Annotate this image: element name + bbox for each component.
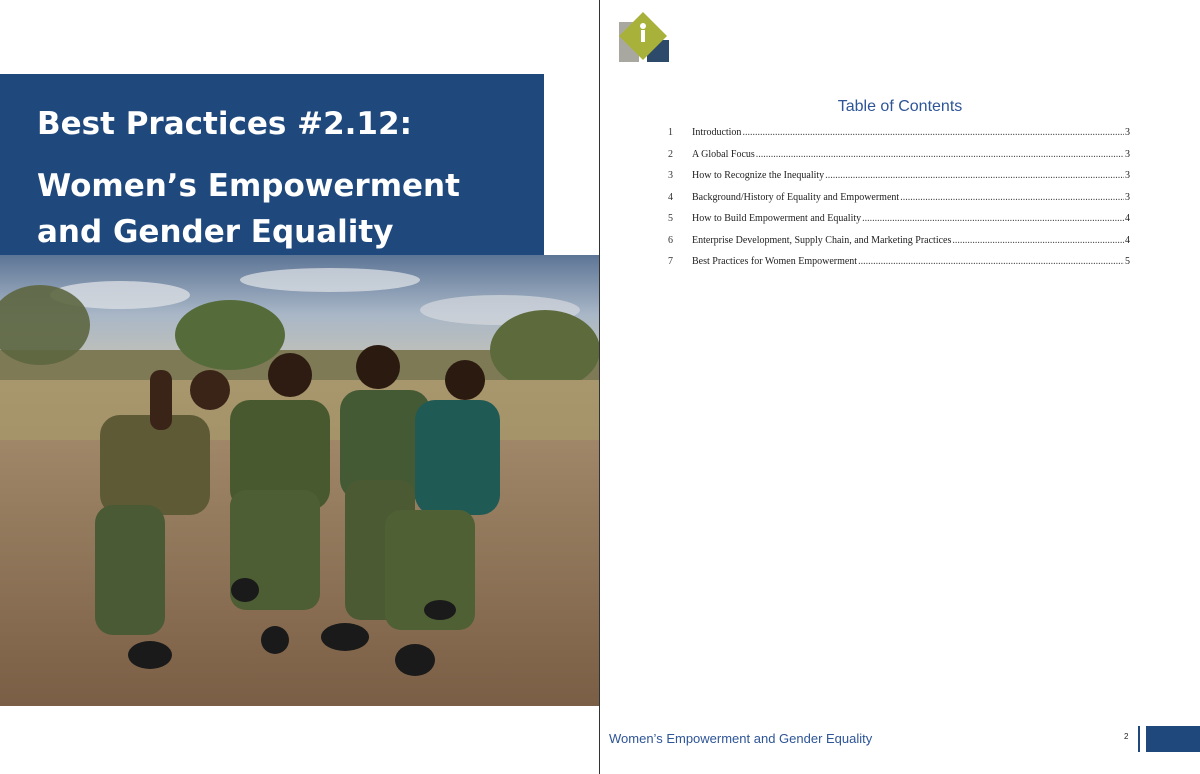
toc-page — [600, 0, 1200, 774]
toc-dot-leader — [858, 256, 1124, 267]
toc-entry-title: A Global Focus — [692, 148, 755, 160]
toc-entry[interactable] — [668, 149, 1130, 171]
footer-title: Women’s Empowerment and Gender Equality — [609, 731, 873, 746]
toc-entry-number: 4 — [668, 191, 673, 203]
toc-heading: Table of Contents — [837, 98, 963, 115]
toc-entry[interactable] — [668, 170, 1130, 192]
footer-page-number: 2 — [1124, 732, 1129, 741]
cover-title-line1: Best Practices #2.12: — [37, 106, 412, 142]
puzzle-logo-icon — [617, 12, 669, 64]
toc-dot-leader — [900, 192, 1124, 203]
toc-dot-leader — [756, 149, 1124, 160]
toc-entry[interactable] — [668, 256, 1130, 278]
toc-entry-page: 4 — [1125, 234, 1130, 246]
toc-entry-title: How to Recognize the Inequality — [692, 170, 825, 181]
toc-dot-leader — [952, 235, 1124, 246]
toc-entry-number: 2 — [668, 148, 673, 160]
toc-entry-title: Introduction — [692, 127, 742, 138]
toc-entry-title: How to Build Empowerment and Equality — [692, 213, 862, 224]
toc-entry-number: 5 — [668, 213, 673, 224]
toc-entry-title: Best Practices for Women Empowerment — [692, 256, 858, 267]
toc-entry-page: 5 — [1125, 256, 1130, 267]
toc-dot-leader — [862, 213, 1124, 224]
toc-entry[interactable] — [668, 235, 1130, 257]
toc-list — [668, 127, 1130, 278]
toc-entry-number: 3 — [668, 170, 673, 181]
toc-entry-page: 3 — [1125, 127, 1130, 138]
toc-entry[interactable] — [668, 127, 1130, 149]
toc-entry-page: 3 — [1125, 170, 1130, 181]
toc-dot-leader — [742, 127, 1124, 138]
cover-photo — [0, 255, 599, 706]
toc-entry-page: 3 — [1125, 148, 1130, 160]
cover-page — [0, 0, 599, 774]
toc-entry-number: 1 — [668, 127, 673, 138]
cover-title-line2: Women’s Empowerment and Gender Equality — [37, 168, 460, 250]
toc-entry-title: Background/History of Equality and Empowerment — [692, 191, 900, 203]
toc-entry-number: 6 — [668, 234, 673, 246]
toc-entry-title: Enterprise Development, Supply Chain, and Marketing Practices — [692, 234, 952, 246]
toc-entry-number: 7 — [668, 256, 673, 267]
toc-entry[interactable] — [668, 192, 1130, 214]
toc-entry-page: 3 — [1125, 191, 1130, 203]
footer-accent-block — [1146, 726, 1200, 752]
toc-entry-page: 4 — [1125, 213, 1130, 224]
toc-dot-leader — [825, 170, 1124, 181]
toc-entry[interactable] — [668, 213, 1130, 235]
footer-divider — [1138, 726, 1140, 752]
